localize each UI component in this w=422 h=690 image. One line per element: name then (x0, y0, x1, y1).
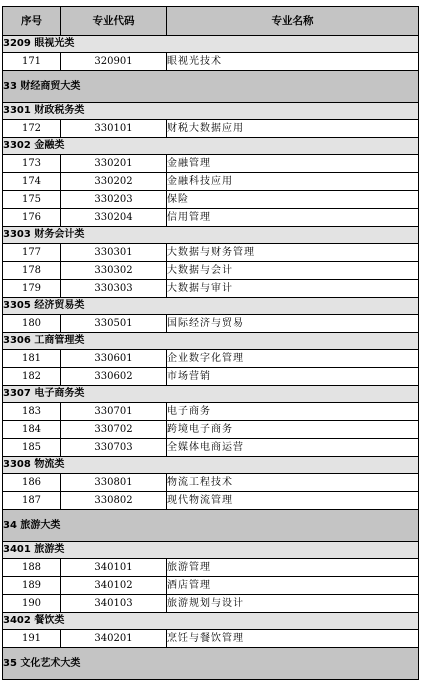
seq-cell: 176 (3, 209, 61, 227)
code-cell: 340103 (61, 595, 167, 613)
subcategory-label: 3401 旅游类 (3, 542, 419, 559)
seq-cell: 181 (3, 350, 61, 368)
header-row (3, 7, 419, 36)
table-row (3, 120, 419, 138)
name-cell: 大数据与会计 (167, 262, 419, 280)
category-row (3, 71, 419, 103)
code-cell: 330101 (61, 120, 167, 138)
subcategory-label: 3302 金融类 (3, 138, 419, 155)
name-cell: 大数据与财务管理 (167, 244, 419, 262)
name-cell: 信用管理 (167, 209, 419, 227)
subcategory-row (3, 138, 419, 155)
subcategory-label: 3305 经济贸易类 (3, 298, 419, 315)
code-cell: 330501 (61, 315, 167, 333)
code-cell: 330302 (61, 262, 167, 280)
name-cell: 旅游规划与设计 (167, 595, 419, 613)
table-row (3, 350, 419, 368)
seq-cell: 190 (3, 595, 61, 613)
table-row (3, 474, 419, 492)
subcategory-label: 3402 餐饮类 (3, 613, 419, 630)
code-cell: 320901 (61, 53, 167, 71)
name-cell: 电子商务 (167, 403, 419, 421)
table-row (3, 630, 419, 648)
name-cell: 金融科技应用 (167, 173, 419, 191)
category-row (3, 510, 419, 542)
seq-cell: 184 (3, 421, 61, 439)
seq-cell: 174 (3, 173, 61, 191)
subcategory-row (3, 103, 419, 120)
major-catalog-table (2, 6, 419, 680)
seq-cell: 175 (3, 191, 61, 209)
seq-cell: 185 (3, 439, 61, 457)
code-cell: 330703 (61, 439, 167, 457)
table-row (3, 559, 419, 577)
seq-cell: 180 (3, 315, 61, 333)
code-cell: 330201 (61, 155, 167, 173)
table-row (3, 173, 419, 191)
seq-cell: 188 (3, 559, 61, 577)
table-row (3, 262, 419, 280)
subcategory-row (3, 298, 419, 315)
name-cell: 大数据与审计 (167, 280, 419, 298)
seq-cell: 183 (3, 403, 61, 421)
seq-cell: 177 (3, 244, 61, 262)
table-row (3, 421, 419, 439)
subcategory-row (3, 386, 419, 403)
code-cell: 330303 (61, 280, 167, 298)
header-code: 专业代码 (61, 7, 167, 36)
code-cell: 330602 (61, 368, 167, 386)
seq-cell: 179 (3, 280, 61, 298)
table-row (3, 368, 419, 386)
name-cell: 保险 (167, 191, 419, 209)
name-cell: 金融管理 (167, 155, 419, 173)
subcategory-label: 3303 财务会计类 (3, 227, 419, 244)
code-cell: 330802 (61, 492, 167, 510)
table-row (3, 280, 419, 298)
category-label: 33 财经商贸大类 (3, 71, 419, 103)
code-cell: 330204 (61, 209, 167, 227)
subcategory-row (3, 333, 419, 350)
code-cell: 340101 (61, 559, 167, 577)
subcategory-row (3, 613, 419, 630)
code-cell: 330202 (61, 173, 167, 191)
code-cell: 330601 (61, 350, 167, 368)
category-row (3, 648, 419, 680)
table-row (3, 403, 419, 421)
subcategory-label: 3308 物流类 (3, 457, 419, 474)
table-body (3, 36, 419, 680)
seq-cell: 187 (3, 492, 61, 510)
subcategory-label: 3301 财政税务类 (3, 103, 419, 120)
code-cell: 330801 (61, 474, 167, 492)
header-seq: 序号 (3, 7, 61, 36)
table-row (3, 53, 419, 71)
code-cell: 340201 (61, 630, 167, 648)
name-cell: 烹饪与餐饮管理 (167, 630, 419, 648)
table-row (3, 439, 419, 457)
name-cell: 企业数字化管理 (167, 350, 419, 368)
name-cell: 现代物流管理 (167, 492, 419, 510)
code-cell: 340102 (61, 577, 167, 595)
name-cell: 财税大数据应用 (167, 120, 419, 138)
seq-cell: 186 (3, 474, 61, 492)
code-cell: 330203 (61, 191, 167, 209)
table-row (3, 155, 419, 173)
name-cell: 眼视光技术 (167, 53, 419, 71)
code-cell: 330301 (61, 244, 167, 262)
table-row (3, 315, 419, 333)
category-label: 35 文化艺术大类 (3, 648, 419, 680)
subcategory-label: 3306 工商管理类 (3, 333, 419, 350)
table-row (3, 191, 419, 209)
seq-cell: 173 (3, 155, 61, 173)
subcategory-label: 3307 电子商务类 (3, 386, 419, 403)
name-cell: 酒店管理 (167, 577, 419, 595)
subcategory-row (3, 227, 419, 244)
name-cell: 跨境电子商务 (167, 421, 419, 439)
name-cell: 全媒体电商运营 (167, 439, 419, 457)
code-cell: 330702 (61, 421, 167, 439)
subcategory-row (3, 457, 419, 474)
name-cell: 旅游管理 (167, 559, 419, 577)
subcategory-row (3, 36, 419, 53)
category-label: 34 旅游大类 (3, 510, 419, 542)
seq-cell: 182 (3, 368, 61, 386)
header-name: 专业名称 (167, 7, 419, 36)
seq-cell: 178 (3, 262, 61, 280)
table-row (3, 209, 419, 227)
subcategory-row (3, 542, 419, 559)
table-row (3, 595, 419, 613)
seq-cell: 189 (3, 577, 61, 595)
seq-cell: 172 (3, 120, 61, 138)
table-row (3, 577, 419, 595)
seq-cell: 171 (3, 53, 61, 71)
name-cell: 市场营销 (167, 368, 419, 386)
name-cell: 国际经济与贸易 (167, 315, 419, 333)
code-cell: 330701 (61, 403, 167, 421)
seq-cell: 191 (3, 630, 61, 648)
name-cell: 物流工程技术 (167, 474, 419, 492)
table-row (3, 492, 419, 510)
table-row (3, 244, 419, 262)
subcategory-label: 3209 眼视光类 (3, 36, 419, 53)
